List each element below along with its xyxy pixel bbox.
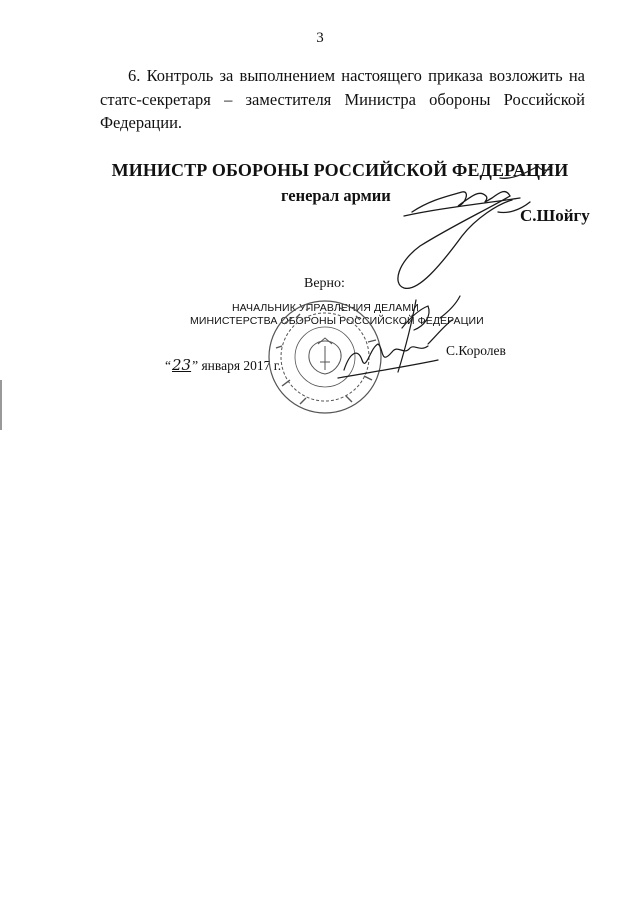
date-day: 23 — [172, 356, 192, 374]
certifier-position-line2: МИНИСТЕРСТВА ОБОРОНЫ РОССИЙСКОЙ ФЕДЕРАЦИИ — [190, 315, 484, 327]
signatory-name: С.Шойгу — [520, 206, 590, 225]
signatory-rank: генерал армии — [281, 186, 391, 205]
page-number: 3 — [316, 30, 324, 46]
official-stamp — [269, 301, 381, 413]
verified-label: Верно: — [304, 276, 345, 291]
signatory-title: МИНИСТР ОБОРОНЫ РОССИЙСКОЙ ФЕДЕРАЦИИ — [111, 160, 569, 180]
order-paragraph: 6. Контроль за выполнением настоящего приказа возложить на статс-секретаря – заместителя Министра обороны Российской Федерации. — [100, 66, 585, 132]
certifier-name: С.Королев — [446, 343, 506, 358]
minister-signature — [398, 166, 552, 288]
date-rest: ” января 2017 г. — [192, 358, 282, 373]
certifier-signature — [338, 296, 460, 378]
date-open-quote: “ — [165, 358, 171, 373]
certifier-position-line1: НАЧАЛЬНИК УПРАВЛЕНИЯ ДЕЛАМИ — [232, 302, 419, 314]
